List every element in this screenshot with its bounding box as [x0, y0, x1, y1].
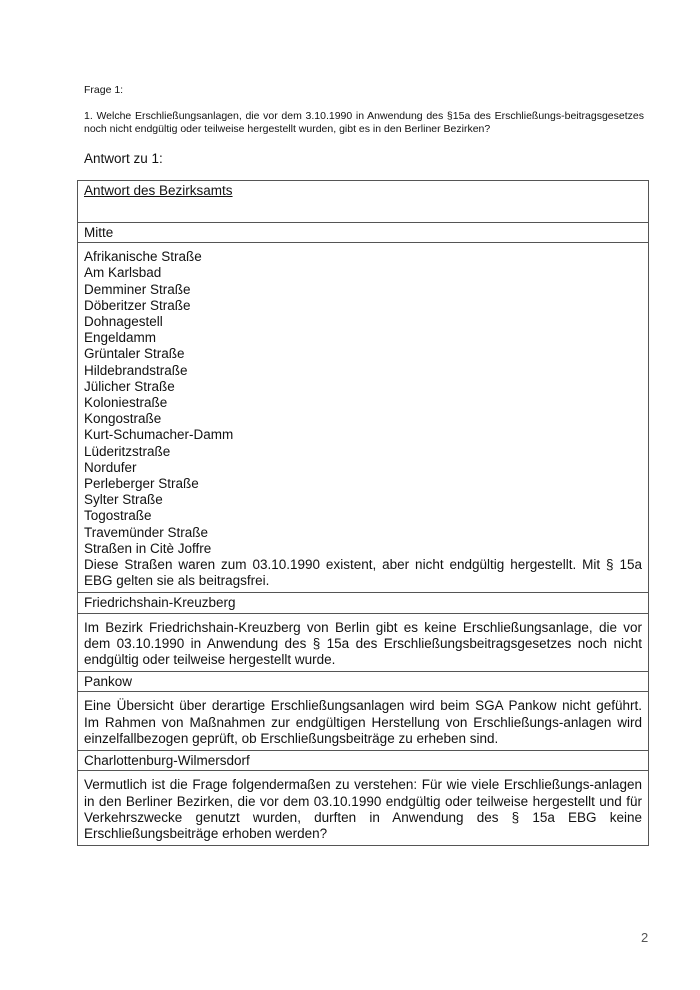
- district-row-charlottenburg-wilmersdorf: [78, 751, 649, 771]
- answer-row-mitte: [78, 243, 649, 593]
- district-row-pankow: [78, 672, 649, 692]
- question-label: Frage 1:: [84, 84, 124, 96]
- street-item: Hildebrandstraße: [84, 362, 188, 378]
- district-row-friedrichshain-kreuzberg: [78, 593, 649, 613]
- street-item: Koloniestraße: [84, 395, 168, 411]
- street-item: Kongostraße: [84, 411, 162, 427]
- street-item: Grüntaler Straße: [84, 346, 185, 362]
- district-name-mitte: Mitte: [78, 223, 649, 243]
- answer-row-friedrichshain-kreuzberg: [78, 613, 649, 672]
- answer-text-friedrichshain-kreuzberg: Im Bezirk Friedrichshain-Kreuzberg von Berlin gibt es keine Erschließungsanlage, die vor dem 03.10.1990 in Anwendung des § 15a des Erschließungsbeitragsgesetzes noch nicht endgültig oder teilweise hergestellt wurde.: [78, 613, 649, 672]
- street-item: Travemünder Straße: [84, 524, 209, 540]
- question-text: 1. Welche Erschließungsanlagen, die vor dem 3.10.1990 in Anwendung des §15a des Erschließungs-beitragsgesetzes noch nicht endgültig oder teilweise hergestellt wurden, gibt es in den Berliner Bezirken?: [84, 110, 644, 135]
- street-item: Nordufer: [84, 459, 137, 475]
- street-item: Dohnagestell: [84, 314, 163, 330]
- street-item: Perleberger Straße: [84, 476, 199, 492]
- street-item: Afrikanische Straße: [84, 249, 202, 265]
- street-item: Am Karlsbad: [84, 265, 162, 281]
- answer-text-charlottenburg-wilmersdorf: Vermutlich ist die Frage folgendermaßen zu verstehen: Für wie viele Erschließungs-anlagen in den Berliner Bezirken, die vor dem 03.10.1990 endgültig oder teilweise hergestellt und für Verkehrszwecke genutzt wurden, durften in Anwendung des § 15a EBG keine Erschließungsbeiträge erhoben werden?: [78, 771, 649, 846]
- answer-table: [77, 180, 649, 846]
- table-header-cell: [78, 181, 649, 223]
- answer-row-pankow: [78, 692, 649, 751]
- street-item: Jülicher Straße: [84, 378, 175, 394]
- district-name-charlottenburg-wilmersdorf: Charlottenburg-Wilmersdorf: [78, 751, 649, 771]
- answer-text-pankow: Eine Übersicht über derartige Erschließungsanlagen wird beim SGA Pankow nicht geführt. Im Rahmen von Maßnahmen zur endgültigen Herstellung von Erschließungs-anlagen wird einzelfallbezogen geprüft, ob Erschließungsbeiträge zu erheben sind.: [78, 692, 649, 751]
- answer-heading: Antwort zu 1:: [84, 151, 163, 166]
- street-item: Engeldamm: [84, 330, 157, 346]
- street-item: Sylter Straße: [84, 492, 163, 508]
- street-item: Döberitzer Straße: [84, 297, 191, 313]
- street-item: Togostraße: [84, 508, 152, 524]
- district-row-mitte: [78, 223, 649, 243]
- street-list: [84, 249, 642, 557]
- answer-cell-mitte: [78, 243, 649, 593]
- table-header-row: [78, 181, 649, 223]
- district-name-friedrichshain-kreuzberg: Friedrichshain-Kreuzberg: [78, 593, 649, 613]
- answer-row-charlottenburg-wilmersdorf: [78, 771, 649, 846]
- page-number: 2: [641, 930, 649, 945]
- street-item: Demminer Straße: [84, 281, 191, 297]
- street-item: Kurt-Schumacher-Damm: [84, 427, 234, 443]
- district-name-pankow: Pankow: [78, 672, 649, 692]
- street-item: Straßen in Citè Joffre: [84, 540, 212, 556]
- street-item: Lüderitzstraße: [84, 443, 171, 459]
- mitte-note: Diese Straßen waren zum 03.10.1990 existent, aber nicht endgültig hergestellt. Mit § 15a EBG gelten sie als beitragsfrei.: [84, 557, 642, 589]
- table-header-label: Antwort des Bezirksamts: [84, 183, 233, 198]
